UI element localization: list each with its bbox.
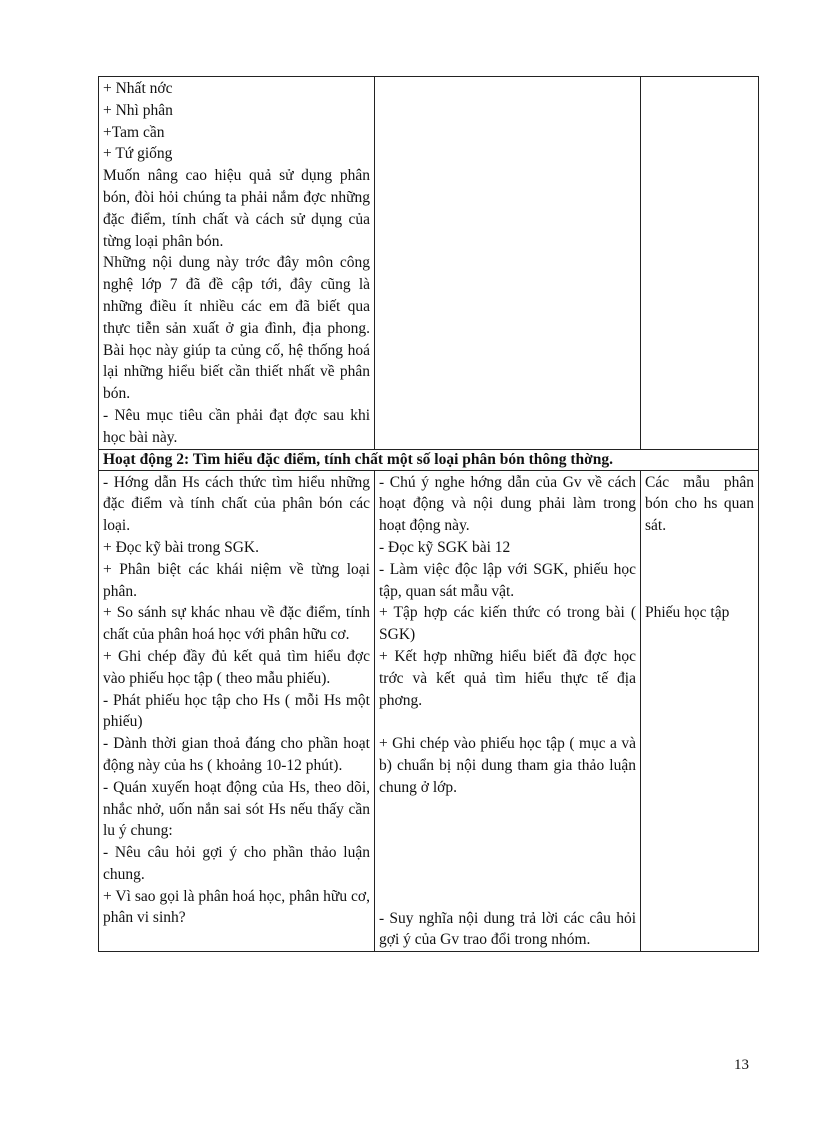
materials-cell [641,470,759,952]
list-item: + Nhì phân [103,101,173,119]
list-item: - Nêu câu hỏi gợi ý cho phần thảo luận chung. [103,844,370,883]
objective-paragraph: - Nêu mục tiêu cần phải đạt đợc sau khi học bài này. [103,406,370,446]
list-item: + Nhất nớc [103,80,173,97]
list-item: + So sánh sự khác nhau về đặc điểm, tính chất của phân hoá học với phân hữu cơ. [103,604,370,644]
list-item: Các mẫu phân bón cho hs quan sát. [645,473,754,535]
list-item: - Quán xuyến hoạt động của Hs, theo dõi, nhắc nhở, uốn nắn sai sót Hs nếu thấy cần lu ý chung: [103,778,370,840]
intro-cell [99,77,375,450]
list-item: + Tập hợp các kiến thức có trong bài ( SGK) [379,604,636,644]
list-item: + Kết hợp những hiểu biết đã đợc học trớc và kết quả tìm hiểu thực tế địa phơng. [379,647,636,709]
table-row [99,470,759,952]
intro-paragraph: Những nội dung này trớc đây môn công nghệ lớp 7 đã đề cập tới, đây cũng là những điều ít nhiều các em đã biết qua thực tiễn sản xuất ở gia đình, địa phong. Bài học này giúp ta củng cố, hệ thống hoá lại những hiểu biết cần thiết nhất về phân bón. [103,254,370,403]
spacer [379,711,636,733]
student-activity-cell [375,470,641,952]
list-item: - Dành thời gian thoả đáng cho phần hoạt động này của hs ( khoảng 10-12 phút). [103,735,370,774]
table-row [99,77,759,450]
list-item: + Đọc kỹ bài trong SGK. [103,538,259,556]
list-item: + Phân biệt các khái niệm về từng loại phân. [103,560,370,600]
table-row [99,449,759,470]
section-heading: Hoạt động 2: Tìm hiểu đặc điểm, tính chất một số loại phân bón thông thờng. [99,449,759,470]
empty-cell [641,77,759,450]
list-item: - Đọc kỹ SGK bài 12 [379,538,511,556]
teacher-activity-cell [99,470,375,952]
list-item: Phiếu học tập [645,604,730,622]
list-item: + Ghi chép vào phiếu học tập ( mục a và b) chuẩn bị nội dung tham gia thảo luận chung ở lớp. [379,735,636,796]
intro-paragraph: Muốn nâng cao hiệu quả sử dụng phân bón, đòi hỏi chúng ta phải nắm đợc những đặc điểm, tính chất và cách sử dụng của từng loại phân bón. [103,167,370,250]
list-item: + Ghi chép đầy đủ kết quả tìm hiểu đợc vào phiếu học tập ( theo mẫu phiếu). [103,647,370,687]
list-item: - Chú ý nghe hớng dẫn của Gv về cách hoạt động và nội dung phải làm trong hoạt động này. [379,473,636,535]
spacer [379,799,636,908]
lesson-plan-table [98,76,759,952]
list-item: - Làm việc độc lập với SGK, phiếu học tập, quan sát mẫu vật. [379,560,636,600]
list-item: + Vì sao gọi là phân hoá học, phân hữu cơ, phân vi sinh? [103,887,370,927]
list-item: - Hớng dẫn Hs cách thức tìm hiểu những đặc điểm và tính chất của phân bón các loại. [103,473,370,535]
list-item: + Tứ giống [103,145,173,163]
list-item: - Phát phiếu học tập cho Hs ( mỗi Hs một phiếu) [103,691,370,731]
list-item: - Suy nghĩa nội dung trả lời các câu hỏi gợi ý của Gv trao đổi trong nhóm. [379,909,636,949]
spacer [645,537,754,602]
page-number: 13 [734,1057,749,1073]
empty-cell [375,77,641,450]
list-item: +Tam cần [103,123,165,141]
